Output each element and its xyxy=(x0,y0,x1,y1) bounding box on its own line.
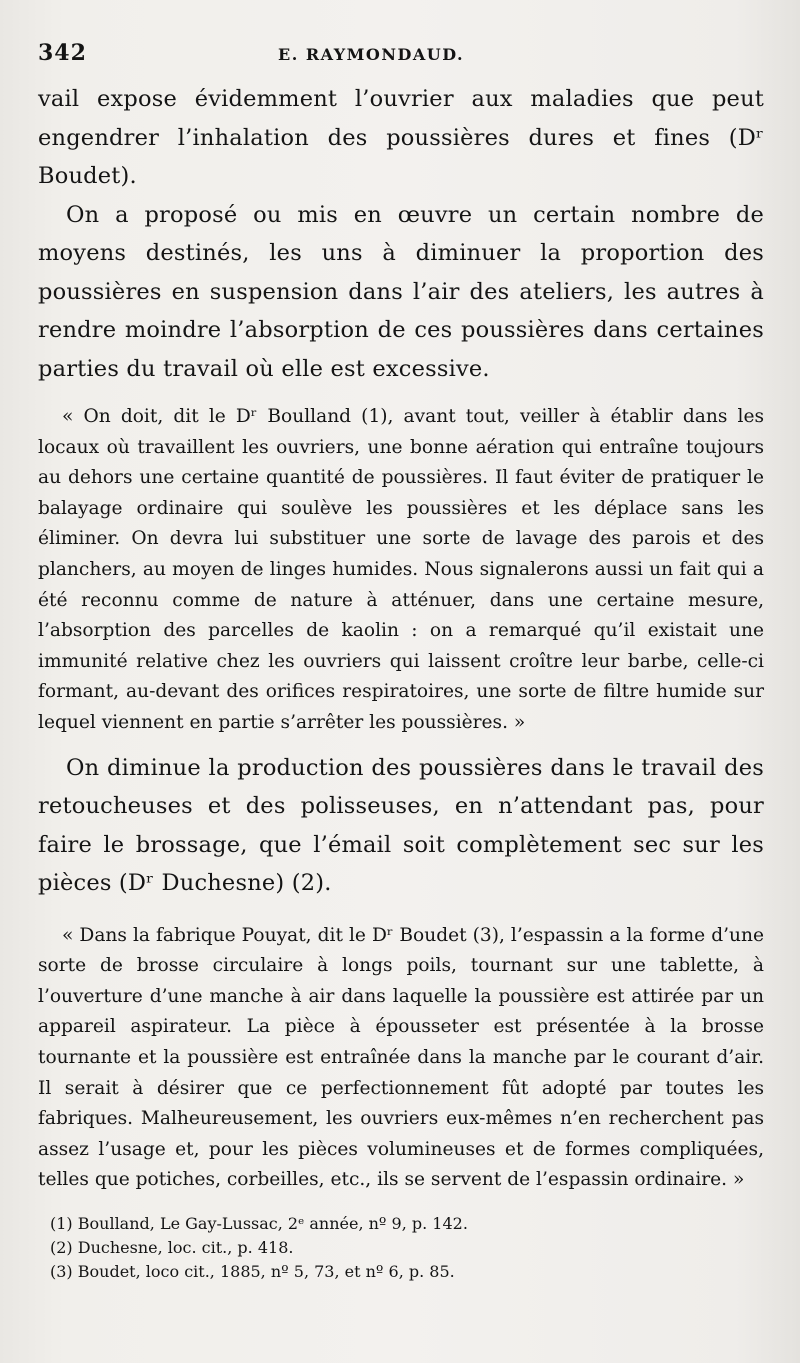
quote-boudet xyxy=(38,921,764,1196)
paragraph-polisseuses: On diminue la production des poussières dans le travail des retoucheuses et des polisseuses, en n’attendant pas, pour faire le brossage, que l’émail soit complètement sec sur les pièces (Dʳ Duchesne) (2). xyxy=(38,754,764,897)
quote-paragraph: « Dans la fabrique Pouyat, dit le Dʳ Boudet (3), l’espassin a la forme d’une sorte de brosse circulaire à longs poils, tournant sur une tablette, à l’ouverture d’une manche à air dans laquelle la poussière est attirée par un appareil aspirateur. La pièce à épousseter est présentée à la brosse tournante et la poussière est entraînée dans la manche par le courant d’air. Il serait à désirer que ce perfectionnement fût adopté par toutes les fabriques. Malheureusement, les ouvriers eux-mêmes n’en recherchent pas assez l’usage et, pour les pièces volumineuses et de formes compliquées, telles que potiches, corbeilles, etc., ils se servent de l’espassin ordinaire. » xyxy=(38,924,764,1191)
running-head: E. RAYMONDAUD. xyxy=(278,45,465,64)
main-text xyxy=(38,80,764,388)
page-header xyxy=(38,40,764,80)
paragraph-measures: On a proposé ou mis en œuvre un certain nombre de moyens destinés, les uns à diminuer la proportion des poussières en suspension dans l’air des ateliers, les autres à rendre moindre l’absorption de ces poussières dans certaines parties du travail où elle est excessive. xyxy=(38,201,764,382)
footnote-1: (1) Boulland, Le Gay-Lussac, 2ᵉ année, nº 9, p. 142. xyxy=(50,1213,468,1233)
footnote-3: (3) Boudet, loco cit., 1885, nº 5, 73, et nº 6, p. 85. xyxy=(50,1261,455,1281)
footnotes xyxy=(38,1212,764,1284)
footnote-2: (2) Duchesne, loc. cit., p. 418. xyxy=(50,1237,294,1257)
main-text-2 xyxy=(38,749,764,903)
page-number: 342 xyxy=(38,40,87,66)
quote-boulland xyxy=(38,402,764,739)
quote-paragraph: « On doit, dit le Dʳ Boulland (1), avant tout, veiller à établir dans les locaux où travaillent les ouvriers, une bonne aération qui entraîne toujours au dehors une certaine quantité de poussières. Il faut éviter de pratiquer le balayage ordinaire qui soulève les poussières et les déplace sans les éliminer. On devra lui substituer une sorte de lavage des parois et des planchers, au moyen de linges humides. Nous signalerons aussi un fait qui a été reconnu comme de nature à atténuer, dans une certaine mesure, l’absorption des parcelles de kaolin : on a remarqué qu’il existait une immunité relative chez les ouvriers qui laissent croître leur barbe, celle-ci formant, au-devant des orifices respiratoires, une sorte de filtre humide sur lequel viennent en partie s’arrêter les poussières. » xyxy=(38,406,764,733)
paragraph-continuation: vail expose évidemment l’ouvrier aux maladies que peut engendrer l’inhalation des poussières dures et fines (Dʳ Boudet). xyxy=(38,86,764,189)
